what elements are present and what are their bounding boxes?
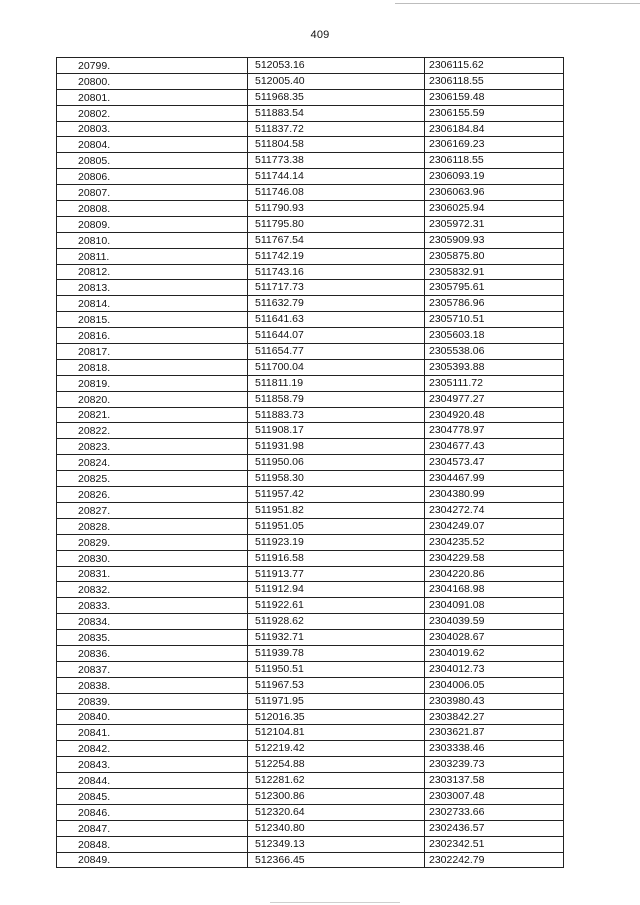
table-row bbox=[57, 185, 564, 201]
easting-cell: 511932.71 bbox=[248, 630, 425, 646]
easting-cell: 511939.78 bbox=[248, 645, 425, 661]
easting-cell: 512016.35 bbox=[248, 709, 425, 725]
point-number-cell: 20827. bbox=[57, 502, 248, 518]
northing-cell: 2306169.23 bbox=[425, 137, 564, 153]
table-row bbox=[57, 661, 564, 677]
northing-cell: 2304229.58 bbox=[425, 550, 564, 566]
table-row bbox=[57, 725, 564, 741]
easting-cell: 511923.19 bbox=[248, 534, 425, 550]
table-row bbox=[57, 693, 564, 709]
point-number-cell: 20844. bbox=[57, 773, 248, 789]
northing-cell: 2305909.93 bbox=[425, 232, 564, 248]
easting-cell: 512053.16 bbox=[248, 58, 425, 74]
northing-cell: 2304012.73 bbox=[425, 661, 564, 677]
table-row bbox=[57, 471, 564, 487]
table-row bbox=[57, 153, 564, 169]
easting-cell: 511967.53 bbox=[248, 677, 425, 693]
northing-cell: 2303980.43 bbox=[425, 693, 564, 709]
table-row bbox=[57, 645, 564, 661]
point-number-cell: 20821. bbox=[57, 407, 248, 423]
point-number-cell: 20830. bbox=[57, 550, 248, 566]
point-number-cell: 20835. bbox=[57, 630, 248, 646]
northing-cell: 2304778.97 bbox=[425, 423, 564, 439]
point-number-cell: 20803. bbox=[57, 121, 248, 137]
easting-cell: 511951.05 bbox=[248, 518, 425, 534]
table-row bbox=[57, 121, 564, 137]
point-number-cell: 20812. bbox=[57, 264, 248, 280]
northing-cell: 2303007.48 bbox=[425, 788, 564, 804]
northing-cell: 2305111.72 bbox=[425, 375, 564, 391]
point-number-cell: 20823. bbox=[57, 439, 248, 455]
table-row bbox=[57, 344, 564, 360]
easting-cell: 511916.58 bbox=[248, 550, 425, 566]
easting-cell: 512104.81 bbox=[248, 725, 425, 741]
easting-cell: 511928.62 bbox=[248, 614, 425, 630]
table-row bbox=[57, 280, 564, 296]
table-row bbox=[57, 105, 564, 121]
easting-cell: 511957.42 bbox=[248, 487, 425, 503]
easting-cell: 511883.73 bbox=[248, 407, 425, 423]
northing-cell: 2302733.66 bbox=[425, 804, 564, 820]
point-number-cell: 20810. bbox=[57, 232, 248, 248]
easting-cell: 511912.94 bbox=[248, 582, 425, 598]
table-row bbox=[57, 169, 564, 185]
northing-cell: 2304677.43 bbox=[425, 439, 564, 455]
table-row bbox=[57, 677, 564, 693]
northing-cell: 2305875.80 bbox=[425, 248, 564, 264]
northing-cell: 2305972.31 bbox=[425, 216, 564, 232]
easting-cell: 511951.82 bbox=[248, 502, 425, 518]
table-row bbox=[57, 582, 564, 598]
northing-cell: 2306118.55 bbox=[425, 73, 564, 89]
easting-cell: 511632.79 bbox=[248, 296, 425, 312]
northing-cell: 2304977.27 bbox=[425, 391, 564, 407]
point-number-cell: 20806. bbox=[57, 169, 248, 185]
table-row bbox=[57, 598, 564, 614]
easting-cell: 511767.54 bbox=[248, 232, 425, 248]
easting-cell: 511641.63 bbox=[248, 312, 425, 328]
table-row bbox=[57, 216, 564, 232]
point-number-cell: 20805. bbox=[57, 153, 248, 169]
table-row bbox=[57, 757, 564, 773]
easting-cell: 511971.95 bbox=[248, 693, 425, 709]
point-number-cell: 20807. bbox=[57, 185, 248, 201]
northing-cell: 2305786.96 bbox=[425, 296, 564, 312]
easting-cell: 511950.06 bbox=[248, 455, 425, 471]
table-row bbox=[57, 248, 564, 264]
point-number-cell: 20833. bbox=[57, 598, 248, 614]
northing-cell: 2304380.99 bbox=[425, 487, 564, 503]
scan-edge-line bbox=[270, 902, 400, 903]
easting-cell: 511746.08 bbox=[248, 185, 425, 201]
point-number-cell: 20811. bbox=[57, 248, 248, 264]
table-row bbox=[57, 630, 564, 646]
table-row bbox=[57, 487, 564, 503]
point-number-cell: 20845. bbox=[57, 788, 248, 804]
northing-cell: 2303621.87 bbox=[425, 725, 564, 741]
point-number-cell: 20799. bbox=[57, 58, 248, 74]
point-number-cell: 20842. bbox=[57, 741, 248, 757]
northing-cell: 2304168.98 bbox=[425, 582, 564, 598]
easting-cell: 511913.77 bbox=[248, 566, 425, 582]
table-row bbox=[57, 439, 564, 455]
table-row bbox=[57, 820, 564, 836]
point-number-cell: 20822. bbox=[57, 423, 248, 439]
point-number-cell: 20828. bbox=[57, 518, 248, 534]
easting-cell: 512254.88 bbox=[248, 757, 425, 773]
table-row bbox=[57, 709, 564, 725]
point-number-cell: 20815. bbox=[57, 312, 248, 328]
table-row bbox=[57, 852, 564, 868]
page-number: 409 bbox=[310, 29, 330, 41]
point-number-cell: 20808. bbox=[57, 201, 248, 217]
easting-cell: 511743.16 bbox=[248, 264, 425, 280]
easting-cell: 511804.58 bbox=[248, 137, 425, 153]
northing-cell: 2303338.46 bbox=[425, 741, 564, 757]
table-row bbox=[57, 518, 564, 534]
coordinates-table bbox=[56, 57, 564, 868]
point-number-cell: 20820. bbox=[57, 391, 248, 407]
easting-cell: 511950.51 bbox=[248, 661, 425, 677]
point-number-cell: 20804. bbox=[57, 137, 248, 153]
point-number-cell: 20832. bbox=[57, 582, 248, 598]
northing-cell: 2306115.62 bbox=[425, 58, 564, 74]
table-row bbox=[57, 201, 564, 217]
table-row bbox=[57, 566, 564, 582]
northing-cell: 2304235.52 bbox=[425, 534, 564, 550]
table-row bbox=[57, 264, 564, 280]
table-row bbox=[57, 455, 564, 471]
northing-cell: 2306063.96 bbox=[425, 185, 564, 201]
point-number-cell: 20819. bbox=[57, 375, 248, 391]
northing-cell: 2306025.94 bbox=[425, 201, 564, 217]
northing-cell: 2305538.06 bbox=[425, 344, 564, 360]
scan-edge-line bbox=[395, 3, 640, 4]
table-row bbox=[57, 534, 564, 550]
table-row bbox=[57, 232, 564, 248]
table-row bbox=[57, 836, 564, 852]
northing-cell: 2304220.86 bbox=[425, 566, 564, 582]
table-row bbox=[57, 73, 564, 89]
easting-cell: 512281.62 bbox=[248, 773, 425, 789]
point-number-cell: 20849. bbox=[57, 852, 248, 868]
table-row bbox=[57, 58, 564, 74]
point-number-cell: 20846. bbox=[57, 804, 248, 820]
northing-cell: 2306155.59 bbox=[425, 105, 564, 121]
easting-cell: 512366.45 bbox=[248, 852, 425, 868]
point-number-cell: 20836. bbox=[57, 645, 248, 661]
table-row bbox=[57, 328, 564, 344]
easting-cell: 512219.42 bbox=[248, 741, 425, 757]
table-row bbox=[57, 423, 564, 439]
northing-cell: 2304091.08 bbox=[425, 598, 564, 614]
northing-cell: 2304028.67 bbox=[425, 630, 564, 646]
point-number-cell: 20843. bbox=[57, 757, 248, 773]
northing-cell: 2302242.79 bbox=[425, 852, 564, 868]
table-row bbox=[57, 550, 564, 566]
point-number-cell: 20829. bbox=[57, 534, 248, 550]
point-number-cell: 20825. bbox=[57, 471, 248, 487]
table-row bbox=[57, 296, 564, 312]
northing-cell: 2303137.58 bbox=[425, 773, 564, 789]
point-number-cell: 20839. bbox=[57, 693, 248, 709]
easting-cell: 512349.13 bbox=[248, 836, 425, 852]
northing-cell: 2304039.59 bbox=[425, 614, 564, 630]
point-number-cell: 20847. bbox=[57, 820, 248, 836]
easting-cell: 512005.40 bbox=[248, 73, 425, 89]
northing-cell: 2303239.73 bbox=[425, 757, 564, 773]
point-number-cell: 20841. bbox=[57, 725, 248, 741]
table-row bbox=[57, 741, 564, 757]
northing-cell: 2305710.51 bbox=[425, 312, 564, 328]
point-number-cell: 20826. bbox=[57, 487, 248, 503]
point-number-cell: 20817. bbox=[57, 344, 248, 360]
northing-cell: 2306118.55 bbox=[425, 153, 564, 169]
easting-cell: 511644.07 bbox=[248, 328, 425, 344]
easting-cell: 511717.73 bbox=[248, 280, 425, 296]
northing-cell: 2305393.88 bbox=[425, 359, 564, 375]
point-number-cell: 20809. bbox=[57, 216, 248, 232]
point-number-cell: 20840. bbox=[57, 709, 248, 725]
northing-cell: 2306159.48 bbox=[425, 89, 564, 105]
easting-cell: 511795.80 bbox=[248, 216, 425, 232]
northing-cell: 2302342.51 bbox=[425, 836, 564, 852]
table-row bbox=[57, 359, 564, 375]
easting-cell: 512320.64 bbox=[248, 804, 425, 820]
point-number-cell: 20834. bbox=[57, 614, 248, 630]
easting-cell: 511922.61 bbox=[248, 598, 425, 614]
easting-cell: 512340.80 bbox=[248, 820, 425, 836]
easting-cell: 511700.04 bbox=[248, 359, 425, 375]
northing-cell: 2304019.62 bbox=[425, 645, 564, 661]
northing-cell: 2302436.57 bbox=[425, 820, 564, 836]
northing-cell: 2306093.19 bbox=[425, 169, 564, 185]
table-row bbox=[57, 502, 564, 518]
point-number-cell: 20802. bbox=[57, 105, 248, 121]
northing-cell: 2305832.91 bbox=[425, 264, 564, 280]
table-row bbox=[57, 614, 564, 630]
table-row bbox=[57, 312, 564, 328]
table-row bbox=[57, 137, 564, 153]
northing-cell: 2305795.61 bbox=[425, 280, 564, 296]
northing-cell: 2304920.48 bbox=[425, 407, 564, 423]
easting-cell: 511931.98 bbox=[248, 439, 425, 455]
point-number-cell: 20816. bbox=[57, 328, 248, 344]
easting-cell: 511968.35 bbox=[248, 89, 425, 105]
northing-cell: 2305603.18 bbox=[425, 328, 564, 344]
easting-cell: 512300.86 bbox=[248, 788, 425, 804]
point-number-cell: 20838. bbox=[57, 677, 248, 693]
point-number-cell: 20801. bbox=[57, 89, 248, 105]
northing-cell: 2304467.99 bbox=[425, 471, 564, 487]
point-number-cell: 20814. bbox=[57, 296, 248, 312]
northing-cell: 2304249.07 bbox=[425, 518, 564, 534]
table-row bbox=[57, 773, 564, 789]
point-number-cell: 20831. bbox=[57, 566, 248, 582]
point-number-cell: 20813. bbox=[57, 280, 248, 296]
table-row bbox=[57, 804, 564, 820]
point-number-cell: 20824. bbox=[57, 455, 248, 471]
northing-cell: 2304272.74 bbox=[425, 502, 564, 518]
northing-cell: 2304573.47 bbox=[425, 455, 564, 471]
northing-cell: 2303842.27 bbox=[425, 709, 564, 725]
easting-cell: 511837.72 bbox=[248, 121, 425, 137]
table-row bbox=[57, 375, 564, 391]
point-number-cell: 20818. bbox=[57, 359, 248, 375]
easting-cell: 511883.54 bbox=[248, 105, 425, 121]
table-row bbox=[57, 407, 564, 423]
point-number-cell: 20848. bbox=[57, 836, 248, 852]
easting-cell: 511908.17 bbox=[248, 423, 425, 439]
easting-cell: 511958.30 bbox=[248, 471, 425, 487]
point-number-cell: 20837. bbox=[57, 661, 248, 677]
point-number-cell: 20800. bbox=[57, 73, 248, 89]
northing-cell: 2306184.84 bbox=[425, 121, 564, 137]
easting-cell: 511744.14 bbox=[248, 169, 425, 185]
easting-cell: 511742.19 bbox=[248, 248, 425, 264]
easting-cell: 511654.77 bbox=[248, 344, 425, 360]
northing-cell: 2304006.05 bbox=[425, 677, 564, 693]
easting-cell: 511773.38 bbox=[248, 153, 425, 169]
easting-cell: 511811.19 bbox=[248, 375, 425, 391]
coordinates-table-body bbox=[57, 58, 564, 868]
table-row bbox=[57, 391, 564, 407]
easting-cell: 511790.93 bbox=[248, 201, 425, 217]
table-row bbox=[57, 788, 564, 804]
table-row bbox=[57, 89, 564, 105]
easting-cell: 511858.79 bbox=[248, 391, 425, 407]
